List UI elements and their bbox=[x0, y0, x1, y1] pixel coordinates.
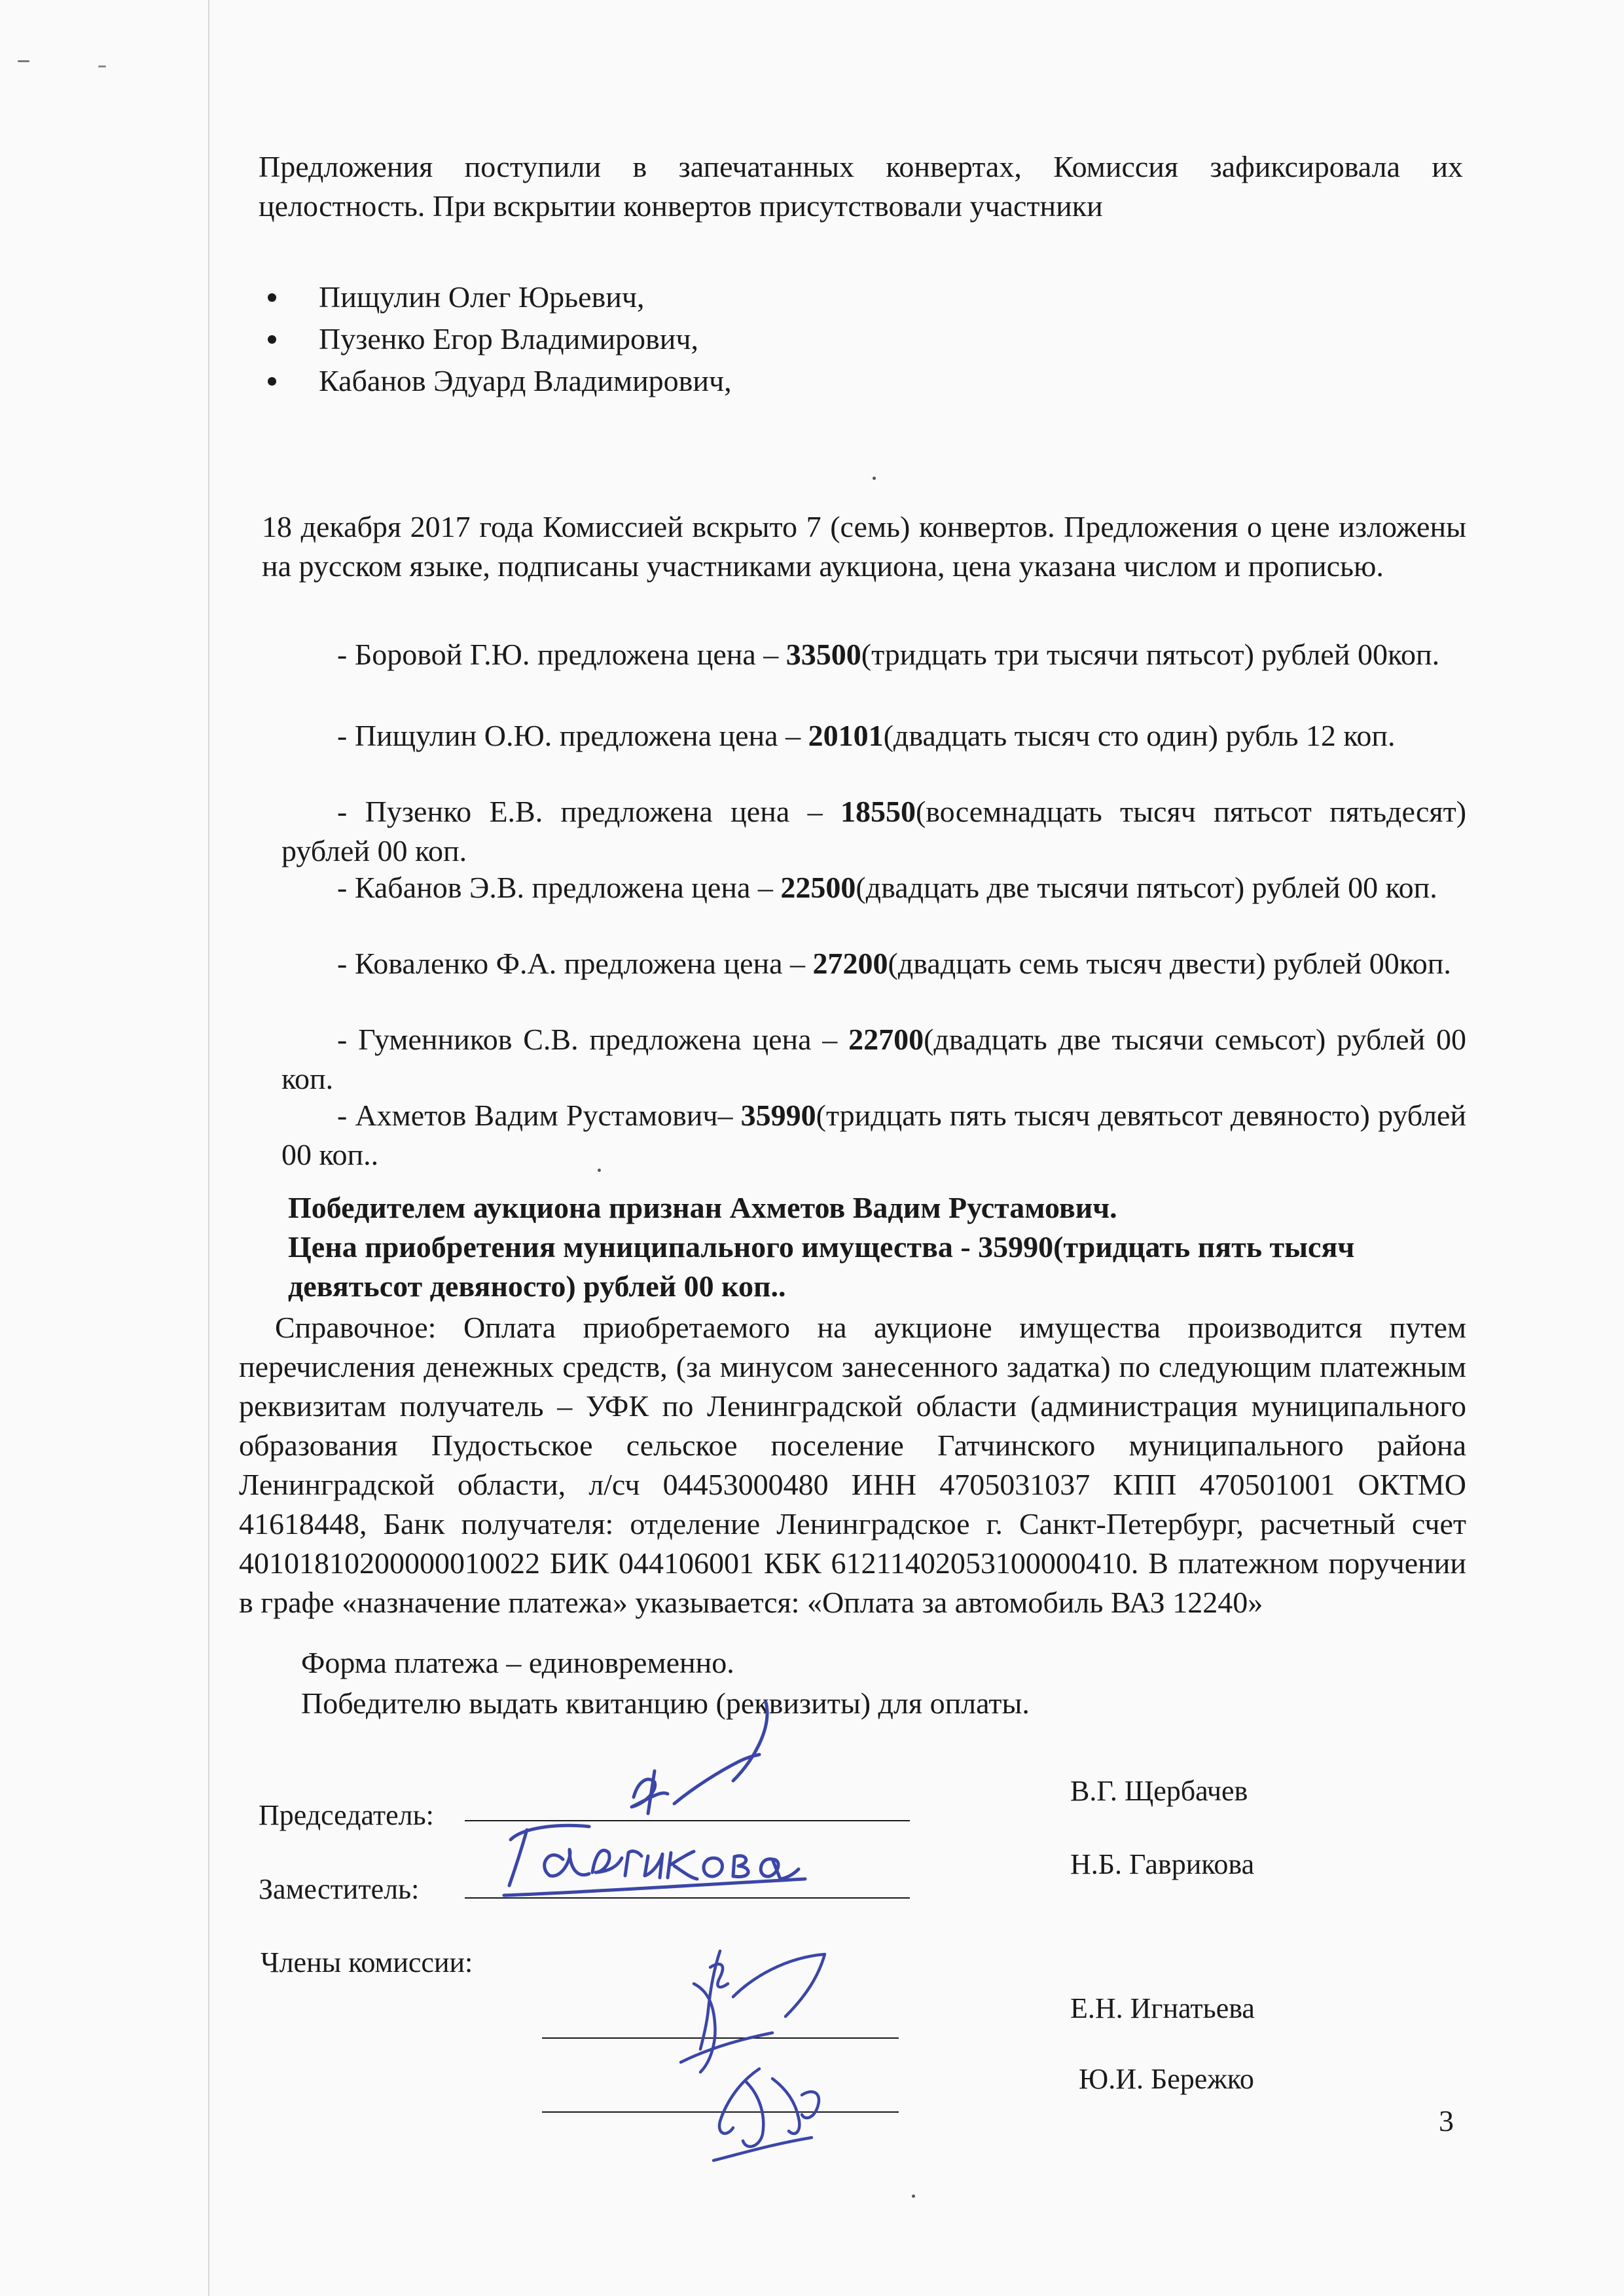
opening-paragraph: 18 декабря 2017 года Комиссией вскрыто 7 (семь) конвертов. Предложения о цене изложены на русском языке, подписаны участниками аукциона, цена указана числом и прописью. bbox=[262, 510, 1466, 583]
deputy-signature-mark bbox=[504, 1825, 805, 1895]
bid-prefix: - Кабанов Э.В. предложена цена – bbox=[337, 871, 781, 904]
deputy-name: Н.Б. Гаврикова bbox=[1070, 1848, 1255, 1880]
payment-form: Форма платежа – единовременно. bbox=[301, 1646, 734, 1679]
bid-amount: 22700 bbox=[848, 1023, 924, 1056]
bid-prefix: - Коваленко Ф.А. предложена цена – bbox=[337, 947, 813, 980]
members-label: Члены комиссии: bbox=[261, 1946, 473, 1978]
bid-amount: 22500 bbox=[780, 871, 856, 904]
scan-speck bbox=[598, 1169, 601, 1172]
participant-item: Кабанов Эдуард Владимирович, bbox=[259, 360, 1371, 402]
scan-speck bbox=[873, 477, 876, 480]
chair-name: В.Г. Щербачев bbox=[1070, 1775, 1248, 1807]
winner-statement: Победителем аукциона признан Ахметов Вадим Рустамович. bbox=[288, 1191, 1117, 1224]
deputy-label: Заместитель: bbox=[259, 1873, 420, 1905]
bid-suffix: (двадцать две тысячи семьсот) рублей 00 коп. bbox=[281, 1023, 1466, 1095]
bid-prefix: - Пищулин О.Ю. предложена цена – bbox=[337, 719, 808, 752]
bid-amount: 18550 bbox=[840, 795, 916, 828]
member2-signature-mark bbox=[713, 2069, 819, 2160]
price-statement-line1: Цена приобретения муниципального имущества - 35990(тридцать пять тысяч bbox=[288, 1230, 1355, 1264]
chair-signature-mark bbox=[632, 1702, 767, 1813]
bid-suffix: (тридцать три тысячи пятьсот) рублей 00коп. bbox=[861, 638, 1440, 671]
bid-suffix: (двадцать две тысячи пятьсот) рублей 00 коп. bbox=[856, 871, 1437, 904]
bid-suffix: (двадцать семь тысяч двести) рублей 00коп. bbox=[888, 947, 1451, 980]
bid-prefix: - Ахметов Вадим Рустамович– bbox=[337, 1099, 741, 1132]
bid-amount: 35990 bbox=[740, 1099, 816, 1132]
bid-amount: 27200 bbox=[812, 947, 888, 980]
bid-amount: 33500 bbox=[785, 638, 861, 671]
chair-label: Председатель: bbox=[259, 1799, 434, 1831]
receipt-instruction: Победителю выдать квитанцию (реквизиты) для оплаты. bbox=[301, 1686, 1030, 1720]
bid-suffix: (восемнадцать тысяч пятьсот пятьдесят) рублей 00 коп. bbox=[281, 795, 1467, 867]
participant-item: Пищулин Олег Юрьевич, bbox=[259, 276, 1371, 318]
page-number: 3 bbox=[1439, 2104, 1454, 2138]
bid-prefix: - Пузенко Е.В. предложена цена – bbox=[337, 795, 840, 828]
price-statement-line2: девятьсот девяносто) рублей 00 коп.. bbox=[288, 1269, 786, 1303]
scan-speck bbox=[18, 60, 29, 62]
scan-speck bbox=[912, 2195, 915, 2198]
member1-name: Е.Н. Игнатьева bbox=[1070, 1992, 1255, 2024]
participant-item: Пузенко Егор Владимирович, bbox=[259, 318, 1371, 360]
bid-prefix: - Боровой Г.Ю. предложена цена – bbox=[337, 638, 786, 671]
scan-speck bbox=[98, 65, 106, 67]
payment-reference: Справочное: Оплата приобретаемого на аукционе имущества производится путем перечисления денежных средств, (за минусом занесенного задатка) по следующим платежным реквизитам получатель – УФК по Ленинградской области (администрация муниципального образования Пудостьское сельское поселение Гатчинского муниципального района Ленинградской области, л/сч 04453000480 ИНН 4705031037 КПП 470501001 ОКТМО 41618448, Банк получателя: отделение Ленинградское г. Санкт-Петербург, расчетный счет 40101810200000010022 БИК 044106001 КБК 61211402053100000410. В платежном поручении в графе «назначение платежа» указывается: «Оплата за автомобиль ВАЗ 12240» bbox=[239, 1311, 1466, 1619]
bid-prefix: - Гуменников С.В. предложена цена – bbox=[337, 1023, 849, 1056]
bid-suffix: (тридцать пять тысяч девятьсот девяносто) рублей 00 коп.. bbox=[281, 1099, 1467, 1171]
intro-paragraph: Предложения поступили в запечатанных конвертах, Комиссия зафиксировала их целостность. При вскрытии конвертов присутствовали участники bbox=[259, 150, 1463, 223]
bid-amount: 20101 bbox=[808, 719, 884, 752]
member1-signature-mark bbox=[681, 1951, 825, 2072]
bid-suffix: (двадцать тысяч сто один) рубль 12 коп. bbox=[883, 719, 1396, 752]
member2-name: Ю.И. Бережко bbox=[1079, 2063, 1254, 2095]
